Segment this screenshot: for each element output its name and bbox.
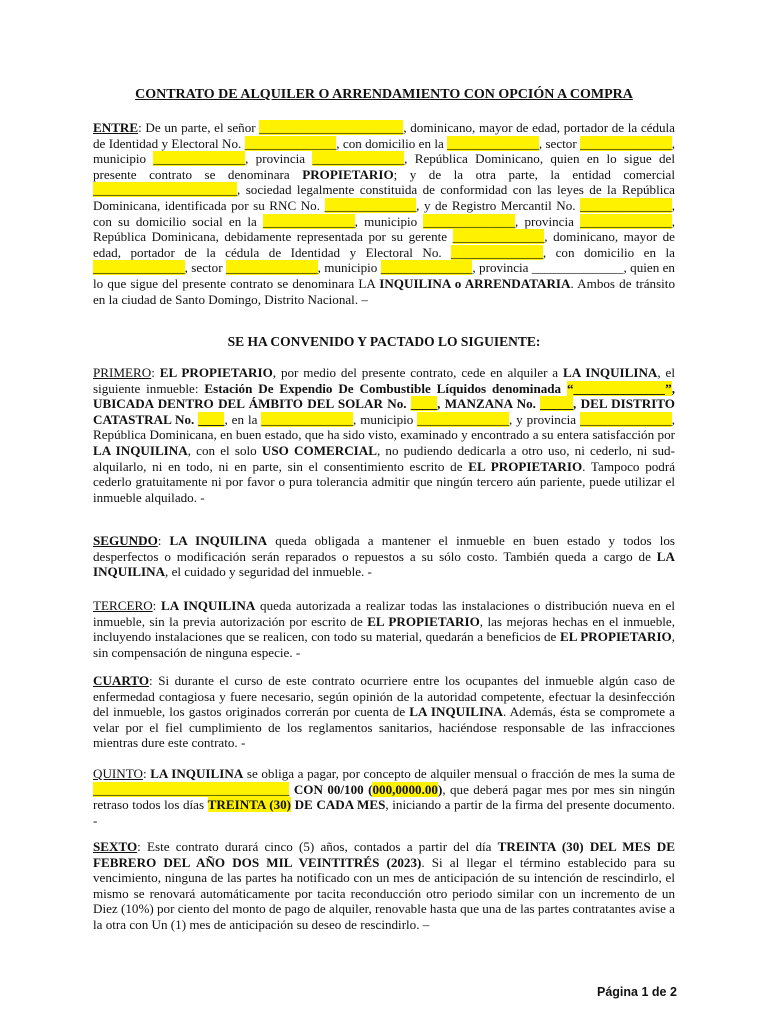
blank-field: ______________ — [580, 213, 672, 229]
blank-field: ______________ — [263, 213, 355, 229]
paragraph-sexto: SEXTO: Este contrato durará cinco (5) años, contados a partir del día TREINTA (30) DEL MES DE FEBRERO DEL AÑO DOS MIL VEINTITRÉS (2023). Si al llegar el término establecido para su vencimiento, ninguna de las partes ha notificado con un mes de anticipación de su intención de rescindirlo, el mismo se renovará automáticamente por tacita reconducción otro periodo similar con un incremento de un Diez (10%) por ciento del monto de pago de alquiler, renovable hasta que una de las partes contratantes avise a la otra con Un (1) mes de anticipación su deseo de rescindirlo. – — [93, 839, 675, 932]
paragraph-segundo: SEGUNDO: LA INQUILINA queda obligada a mantener el inmueble en buen estado y todos los desperfectos o modificación serán reparados o repuestos a su sólo costo. También queda a cargo de LA INQUILINA, el cuidado y seguridad del inmueble. - — [93, 533, 675, 580]
blank-field: ______________ — [580, 411, 672, 427]
blank-field: ______________ — [531, 260, 624, 276]
paragraph-entre: ENTRE: De un parte, el señor ______________________, dominicano, mayor de edad, portador de la cédula de Identidad y Electoral No. ______________, con domicilio en la ______________, sector ______________, municipio ______________, provincia ______________, República Dominicano, quien en lo sigue del presente contrato se denominara PROPIETARIO; y de la otra parte, la entidad comercial ______________________, sociedad legalmente constituida de conformidad con las leyes de la República Dominicana, identificada por su RNC No. ______________, y de Registro Mercantil No. ______________, con su domicilio social en la ______________, municipio ______________, provincia ______________, República Dominicana, debidamente representada por su gerente ______________, dominicano, mayor de edad, portador de la cédula de Identidad y Electoral No. ______________, con domicilio en la ______________, sector ______________, municipio ______________, provincia ______________, quien en lo que sigue del presente contrato se denominara LA INQUILINA o ARRENDATARIA. Ambos de tránsito en la ciudad de Santo Domingo, Distrito Nacional. – — [93, 120, 675, 307]
clause-label-segundo: SEGUNDO — [93, 533, 158, 548]
paragraph-cuarto: CUARTO: Si durante el curso de este contrato ocurriere entre los ocupantes del inmueble algún caso de enfermedad contagiosa y fuere necesario, según opinión de la autoridad competente, efectuar la desinfección del inmueble, los gastos originados correrán por cuenta de LA INQUILINA. Además, ésta se compromete a velar por el fiel cumplimiento de los reglamentos sanitarios, haciéndose responsable de las infracciones mientras dure este contrato. - — [93, 673, 675, 751]
blank-field: ______________ — [261, 411, 354, 427]
rent-amount: 000,0000.00 — [372, 781, 438, 797]
blank-field: ______________ — [580, 197, 672, 213]
blank-field: ______________ — [447, 135, 539, 151]
blank-field: ____ — [198, 411, 225, 427]
blank-field: ______________________________ — [93, 781, 290, 797]
clause-label-quinto: QUINTO — [93, 766, 143, 781]
paragraph-quinto: QUINTO: LA INQUILINA se obliga a pagar, por concepto de alquiler mensual o fracción de mes la suma de ______________________________ CON 00/100 (000,0000.00), que deberá pagar mes por mes sin ningún retraso todos los días TREINTA (30) DE CADA MES, iniciando a partir de la firma del presente documento. - — [93, 766, 676, 828]
blank-field: ______________ — [573, 380, 666, 396]
paragraph-primero: PRIMERO: EL PROPIETARIO, por medio del presente contrato, cede en alquiler a LA INQUILINA, el siguiente inmueble: Estación De Expendio De Combustible Líquidos denominada “______________”, UBICADA DENTRO DEL ÁMBITO DEL SOLAR No. ____, MANZANA No. _____, DEL DISTRITO CATASTRAL No. ____, en la ______________, municipio ______________, y provincia ______________, República Dominicana, en buen estado, que ha sido visto, examinado y encontrado a su entera satisfacción por LA INQUILINA, con el solo USO COMERCIAL, no pudiendo dedicarla a otro uso, ni cederlo, ni sud-alquilarlo, ni en todo, ni en parte, sin el consentimiento escrito de EL PROPIETARIO. Tampoco podrá cederlo gratuitamente ni por favor o pura tolerancia admitir que ningún tercero aún pariente, puede utilizar el inmueble alquilado. - — [93, 365, 676, 505]
blank-field: ______________ — [324, 197, 417, 213]
page-number: Página 1 de 2 — [597, 985, 677, 999]
paragraph-tercero: TERCERO: LA INQUILINA queda autorizada a realizar todas las instalaciones o distribución nueva en el inmueble, sin la previa autorización por escrito de EL PROPIETARIO, las mejoras hechas en el inmueble, incluyendo instalaciones que se realicen, con todo su material, quedarán a beneficios de EL PROPIETARIO, sin compensación de ninguna especie. - — [93, 598, 676, 660]
blank-field: ______________________ — [259, 120, 404, 135]
blank-field: ______________ — [244, 135, 337, 151]
document-title: CONTRATO DE ALQUILER O ARRENDAMIENTO CON OPCIÓN A COMPRA — [135, 87, 633, 102]
blank-field: ______________ — [423, 213, 516, 229]
clause-label-sexto: SEXTO — [93, 839, 138, 854]
blank-field: ____ — [410, 396, 438, 412]
blank-field: ______________ — [225, 260, 318, 276]
blank-field: ______________ — [312, 151, 405, 167]
clause-label-primero: PRIMERO — [93, 365, 152, 380]
blank-field: ______________________ — [93, 182, 238, 198]
blank-field: ______________ — [452, 229, 545, 245]
clause-label-entre: ENTRE — [93, 120, 139, 135]
blank-field: ______________ — [417, 411, 509, 427]
clause-label-tercero: TERCERO — [93, 598, 153, 613]
blank-field: ______________ — [153, 151, 246, 167]
section-heading: SE HA CONVENIDO Y PACTADO LO SIGUIENTE: — [227, 334, 541, 349]
blank-field: ______________ — [93, 260, 185, 276]
blank-field: ______________ — [380, 260, 473, 276]
clause-label-cuarto: CUARTO — [93, 673, 150, 688]
blank-field: ______________ — [580, 135, 672, 151]
blank-field: _____ — [540, 396, 574, 412]
blank-field: ______________ — [451, 244, 543, 260]
